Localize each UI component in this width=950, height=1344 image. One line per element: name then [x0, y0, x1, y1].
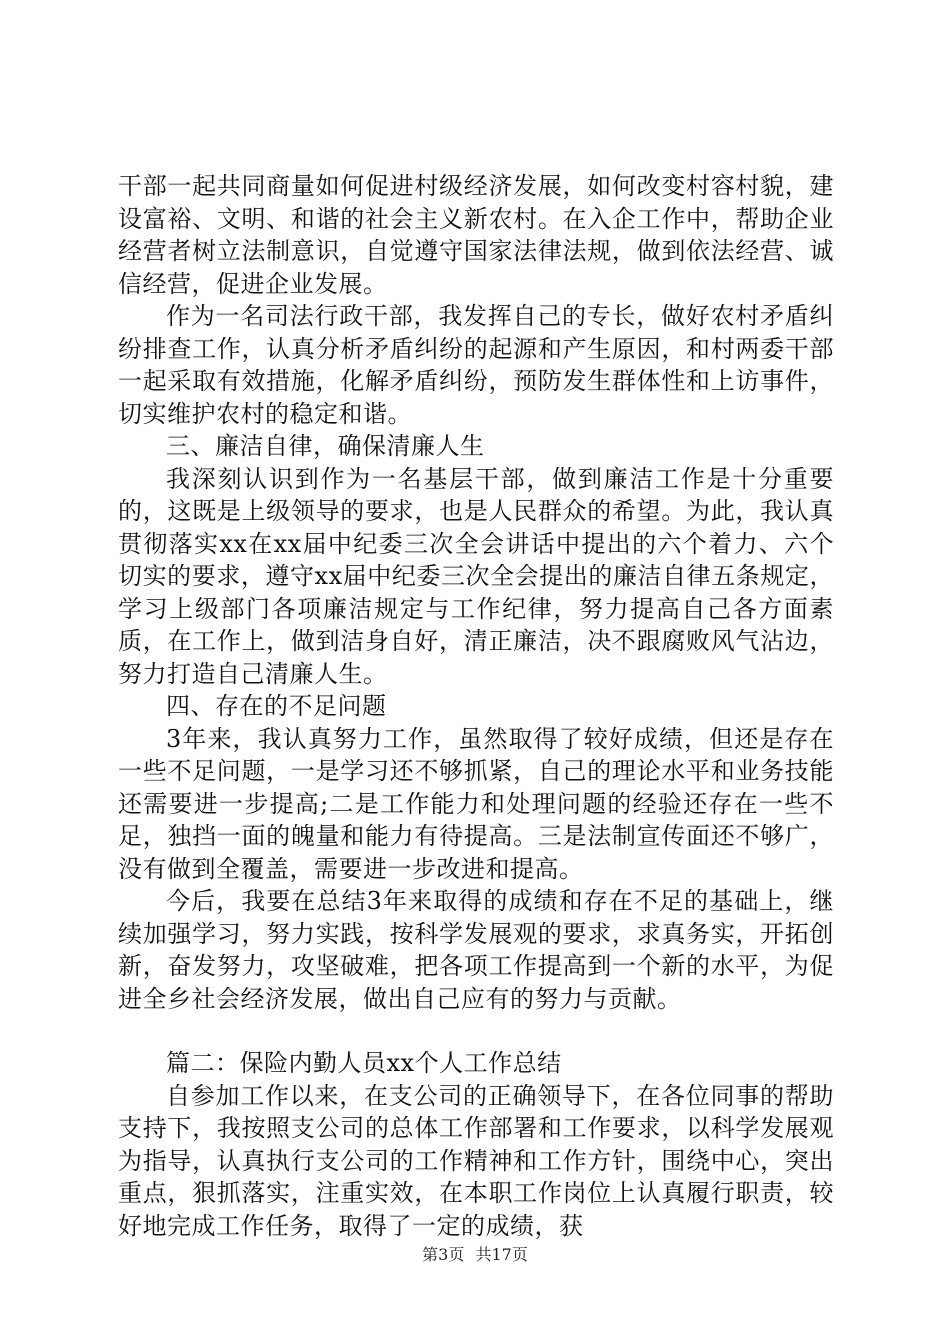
page-footer	[0, 1245, 950, 1265]
section-heading-shortcomings: 四、存在的不足问题	[166, 692, 387, 720]
paragraph-gap	[118, 1015, 834, 1047]
paragraph-part-two-intro: 自参加工作以来，在支公司的正确领导下，在各位同事的帮助支持下，我按照支公司的总体工作部署和工作要求，以科学发展观为指导，认真执行支公司的工作精神和工作方针，围绕中心，突出重点，狠抓落实，注重实效，在本职工作岗位上认真履行职责，较好地完成工作任务，取得了一定的成绩，获	[118, 1081, 834, 1240]
page-total: 共17页	[475, 1245, 528, 1264]
paragraph-shortcomings: 3年来，我认真努力工作，虽然取得了较好成绩，但还是存在一些不足问题，一是学习还不够抓紧，自己的理论水平和业务技能还需要进一步提高;二是工作能力和处理问题的经验还存在一些不足，独挡一面的魄量和能力有待提高。三是法制宣传面还不够广，没有做到全覆盖，需要进一步改进和提高。	[118, 724, 834, 883]
paragraph-continuation: 干部一起共同商量如何促进村级经济发展，如何改变村容村貌，建设富裕、文明、和谐的社会主义新农村。在入企工作中，帮助企业经营者树立法制意识，自觉遵守国家法律法规，做到依法经营、诚信经营，促进企业发展。	[118, 172, 834, 298]
document-body	[118, 170, 834, 1242]
paragraph-mediation: 作为一名司法行政干部，我发挥自己的专长，做好农村矛盾纠纷排查工作，认真分析矛盾纠纷的起源和产生原因，和村两委干部一起采取有效措施，化解矛盾纠纷，预防发生群体性和上访事件，切实维护农村的稳定和谐。	[118, 302, 834, 428]
article-title-part-two: 篇二：保险内勤人员xx个人工作总结	[166, 1049, 562, 1077]
section-heading-integrity: 三、廉洁自律，确保清廉人生	[166, 432, 485, 460]
paragraph-integrity: 我深刻认识到作为一名基层干部，做到廉洁工作是十分重要的，这既是上级领导的要求，也是人民群众的希望。为此，我认真贯彻落实xx在xx届中纪委三次全会讲话中提出的六个着力、六个切实的要求，遵守xx届中纪委三次全会提出的廉洁自律五条规定，学习上级部门各项廉洁规定与工作纪律，努力提高自己各方面素质，在工作上，做到洁身自好，清正廉洁，决不跟腐败风气沾边，努力打造自己清廉人生。	[118, 464, 834, 688]
page-number: 第3页	[422, 1245, 465, 1264]
paragraph-future: 今后，我要在总结3年来取得的成绩和存在不足的基础上，继续加强学习，努力实践，按科学发展观的要求，求真务实，开拓创新，奋发努力，攻坚破难，把各项工作提高到一个新的水平，为促进全乡社会经济发展，做出自己应有的努力与贡献。	[118, 887, 834, 1013]
